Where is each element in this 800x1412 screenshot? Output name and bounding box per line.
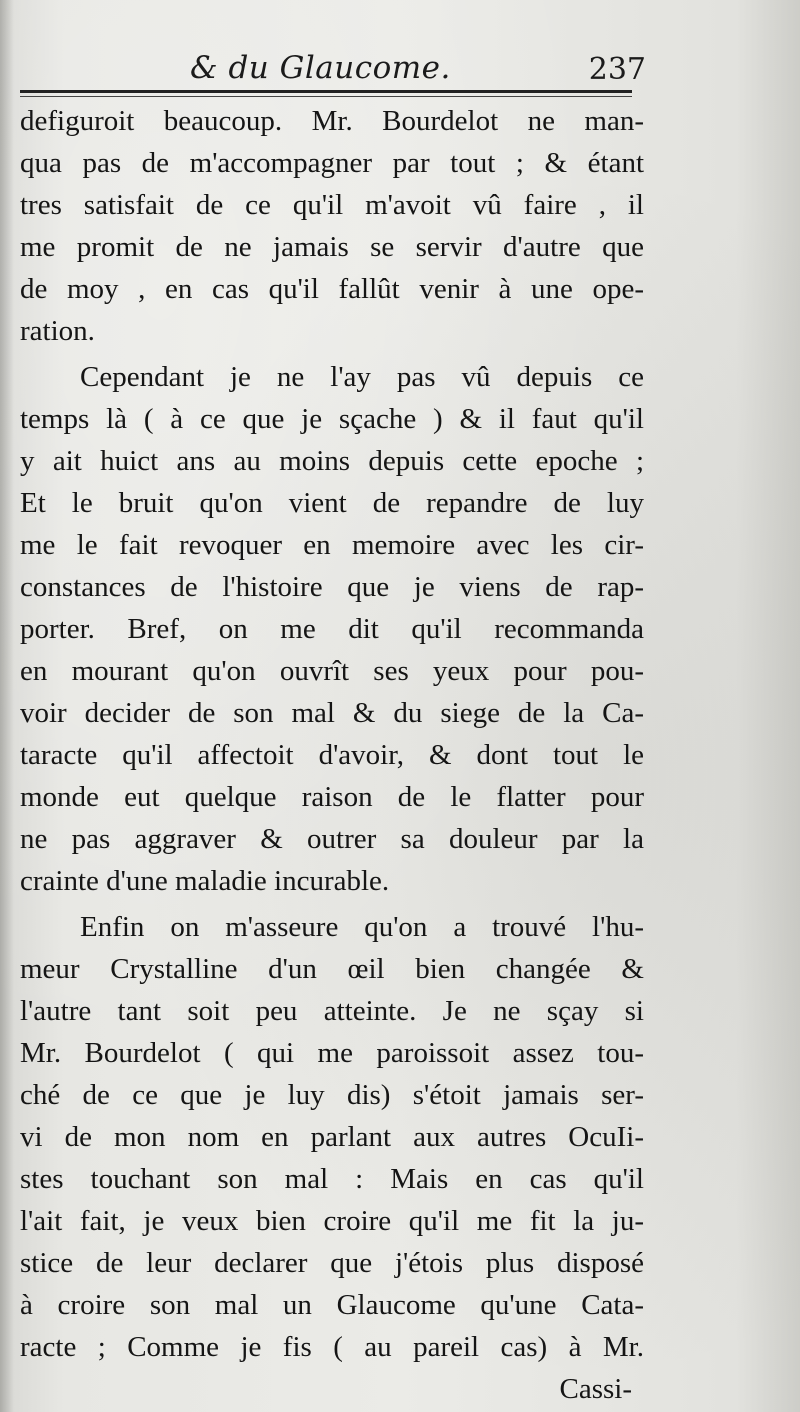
spine-shadow — [0, 0, 14, 1412]
text-line: vi de mon nom en parlant aux autres OcuIi- — [20, 1121, 644, 1153]
running-head: & du Glaucome. — [190, 50, 451, 86]
page-header — [20, 44, 648, 94]
text-line: Enfin on m'asseure qu'on a trouvé l'hu- — [80, 911, 644, 943]
text-line: crainte d'une maladie incurable. — [20, 865, 390, 897]
text-line: taracte qu'il affectoit d'avoir, & dont tout le — [20, 739, 644, 771]
text-line: meur Crystalline d'un œil bien changée & — [20, 953, 644, 985]
text-line: stice de leur declarer que j'étois plus disposé — [20, 1247, 644, 1279]
text-line: y ait huict ans au moins depuis cette epoche ; — [20, 445, 644, 477]
text-line: tres satisfait de ce qu'il m'avoit vû faire , il — [20, 189, 644, 221]
text-line: de moy , en cas qu'il fallût venir à une ope- — [20, 273, 644, 305]
text-line: ne pas aggraver & outrer sa douleur par la — [20, 823, 644, 855]
text-line: Mr. Bourdelot ( qui me paroissoit assez tou- — [20, 1037, 644, 1069]
header-rule — [20, 90, 632, 93]
text-line: racte ; Comme je fis ( au pareil cas) à Mr. — [20, 1331, 644, 1363]
text-line: defiguroit beaucoup. Mr. Bourdelot ne man- — [20, 105, 644, 137]
text-line: qua pas de m'accompagner par tout ; & étant — [20, 147, 644, 179]
text-line: porter. Bref, on me dit qu'il recommanda — [20, 613, 644, 645]
text-line: Et le bruit qu'on vient de repandre de luy — [20, 487, 644, 519]
text-line: l'autre tant soit peu atteinte. Je ne sçay si — [20, 995, 644, 1027]
text-line: stes touchant son mal : Mais en cas qu'il — [20, 1163, 644, 1195]
text-line: voir decider de son mal & du siege de la Ca- — [20, 697, 644, 729]
page-number: 237 — [588, 52, 646, 87]
header-rule-thin — [20, 96, 632, 97]
text-line: constances de l'histoire que je viens de rap- — [20, 571, 644, 603]
text-line: à croire son mal un Glaucome qu'une Cata- — [20, 1289, 644, 1321]
text-line: ché de ce que je luy dis) s'étoit jamais ser- — [20, 1079, 644, 1111]
text-line: me promit de ne jamais se servir d'autre que — [20, 231, 644, 263]
text-line: l'ait fait, je veux bien croire qu'il me fit la ju- — [20, 1205, 644, 1237]
text-line: Cependant je ne l'ay pas vû depuis ce — [80, 361, 644, 393]
text-line: me le fait revoquer en memoire avec les cir- — [20, 529, 644, 561]
body-text — [20, 100, 644, 1410]
text-line: temps là ( à ce que je sçache ) & il faut qu'il — [20, 403, 644, 435]
text-line: monde eut quelque raison de le flatter pour — [20, 781, 644, 813]
text-line: en mourant qu'on ouvrît ses yeux pour pou- — [20, 655, 644, 687]
catchword: Cassi- — [559, 1373, 632, 1405]
text-line: ration. — [20, 315, 95, 347]
